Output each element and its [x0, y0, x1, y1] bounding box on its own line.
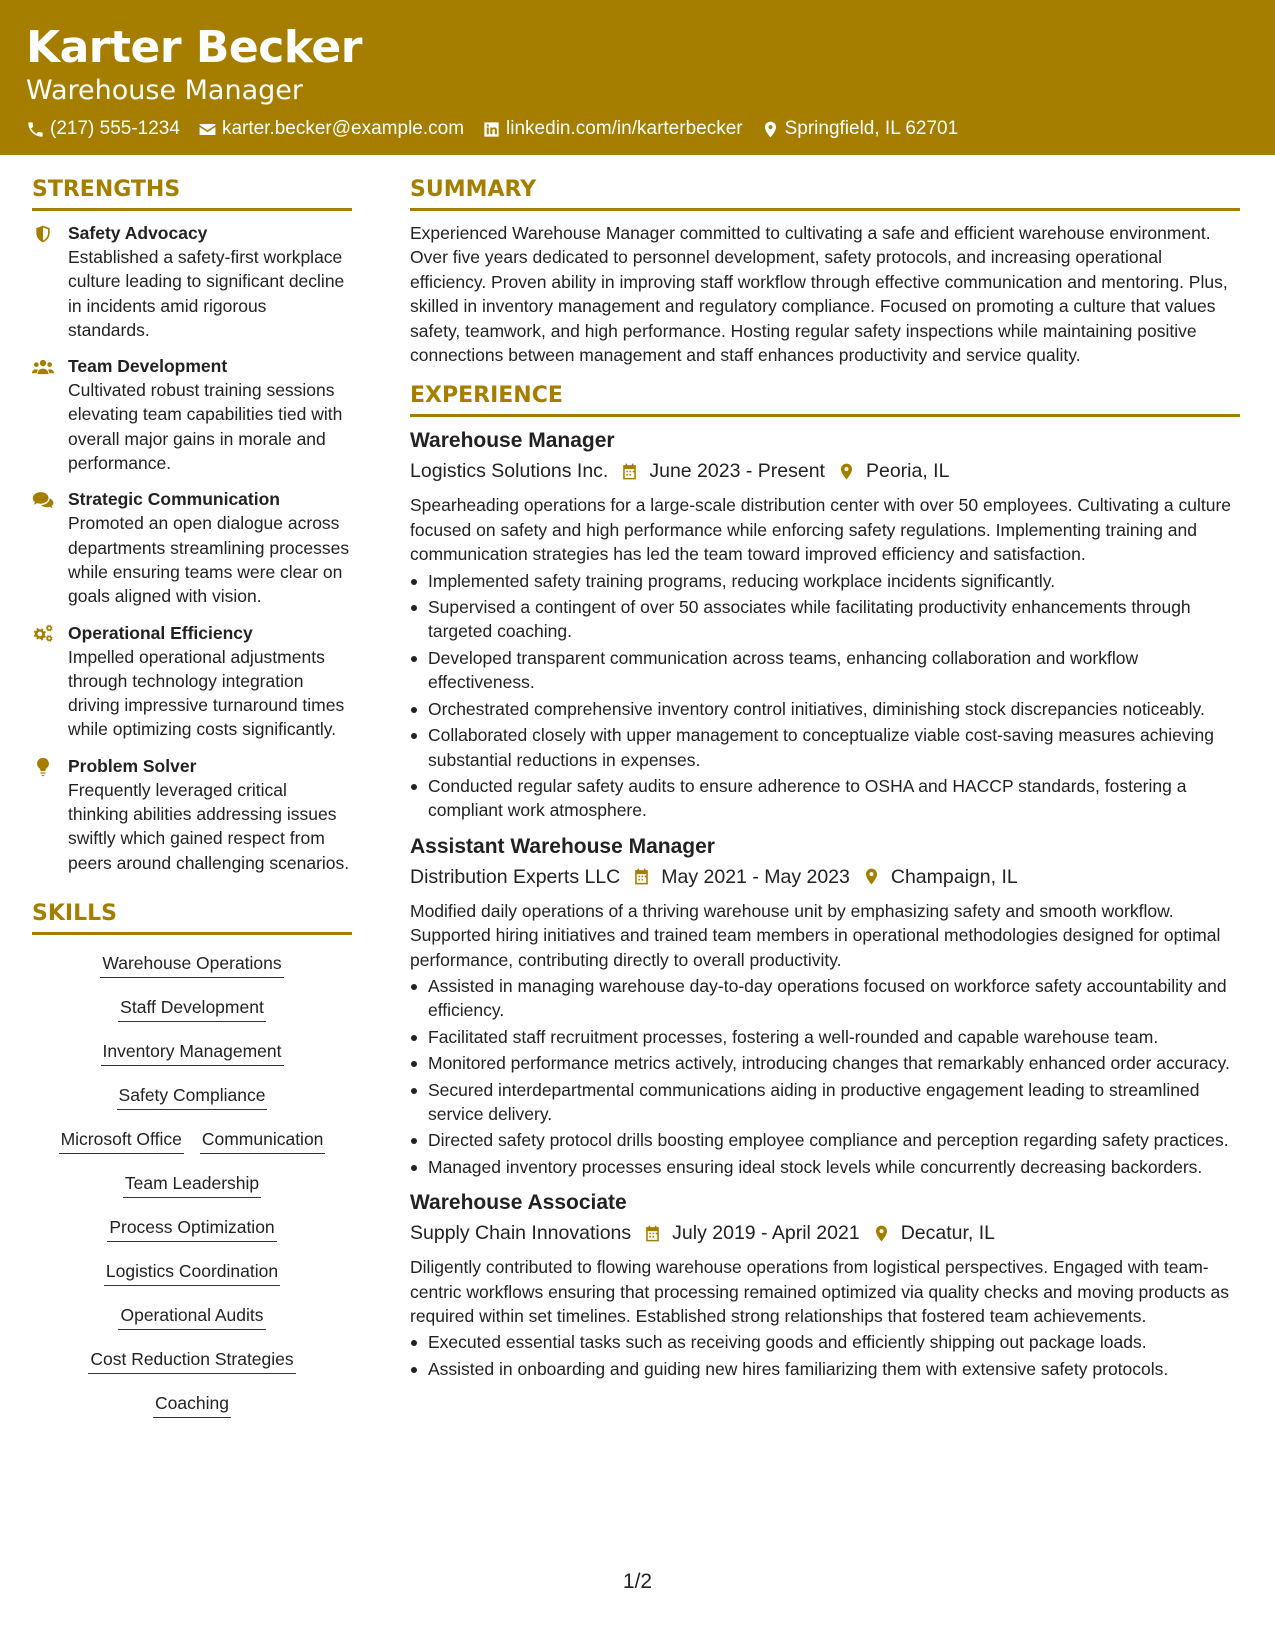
skill-tag: Warehouse Operations	[100, 951, 283, 978]
skill-tag: Logistics Coordination	[104, 1259, 280, 1286]
job-bullet: Facilitated staff recruitment processes, fostering a well-rounded and capable warehouse team.	[410, 1025, 1240, 1049]
strength-description: Cultivated robust training sessions elevating team capabilities tied with overall major gains in morale and performance.	[68, 380, 343, 474]
job-dates: May 2021 - May 2023	[661, 865, 850, 888]
job-bullet: Collaborated closely with upper management to conceptualize viable cost-saving measures achieving substantial reductions in expenses.	[410, 723, 1240, 772]
calendar-icon	[620, 462, 639, 481]
contact-phone[interactable]	[26, 118, 180, 140]
job-bullet: Monitored performance metrics actively, introducing changes that remarkably enhanced order accuracy.	[410, 1051, 1240, 1075]
skill-tag: Cost Reduction Strategies	[88, 1347, 295, 1374]
skill-row	[32, 951, 352, 978]
resume-header	[0, 0, 1275, 155]
strength-item	[32, 487, 352, 608]
strength-name: Operational Efficiency	[68, 622, 253, 643]
job-bullet: Managed inventory processes ensuring ideal stock levels while concurrently decreasing backorders.	[410, 1155, 1240, 1179]
job-location: Champaign, IL	[890, 865, 1018, 888]
job-bullet: Developed transparent communication across teams, enhancing collaboration and workflow effectiveness.	[410, 646, 1240, 695]
job-entry	[410, 1189, 1240, 1381]
strength-name: Safety Advocacy	[68, 223, 208, 243]
skill-row	[32, 1215, 352, 1242]
strength-description: Impelled operational adjustments through technology integration driving impressive turnaround times while optimizing costs significantly.	[68, 646, 345, 740]
job-title: Assistant Warehouse Manager	[410, 834, 715, 858]
experience-list	[410, 427, 1240, 1381]
skill-tag: Team Leadership	[123, 1171, 261, 1198]
candidate-name: Karter Becker	[26, 22, 362, 73]
contact-bar	[26, 118, 1249, 140]
skills-section	[32, 901, 352, 1418]
job-bullet: Assisted in managing warehouse day-to-day operations focused on workforce safety accountability and efficiency.	[410, 974, 1240, 1023]
summary-heading: SUMMARY	[410, 177, 1240, 211]
strength-name: Team Development	[68, 356, 228, 377]
job-meta	[410, 457, 1240, 485]
users-icon	[32, 354, 56, 475]
job-bullets	[410, 569, 1240, 823]
page-number: 1/2	[622, 1570, 653, 1593]
job-description: Diligently contributed to flowing warehouse operations from logistical perspectives. Engaged with team-centric workflows ensuring that processing remained optimized via quality checks and moving products as required within set timelines. Established strong relationships that fostered team achievements.	[410, 1257, 1230, 1326]
job-bullets	[410, 974, 1240, 1179]
strength-body	[68, 754, 352, 875]
strength-item	[32, 354, 352, 475]
job-location: Peoria, IL	[865, 460, 950, 483]
lightbulb-icon	[32, 754, 56, 875]
job-meta	[410, 863, 1240, 891]
job-bullet: Executed essential tasks such as receiving goods and efficiently shipping out package loads.	[410, 1330, 1240, 1354]
job-bullet: Supervised a contingent of over 50 associates while facilitating productivity enhancements through targeted coaching.	[410, 595, 1240, 644]
experience-heading: EXPERIENCE	[410, 383, 1240, 417]
strength-body	[68, 621, 352, 742]
job-company: Distribution Experts LLC	[410, 865, 621, 888]
strength-description: Frequently leveraged critical thinking abilities addressing issues swiftly which gained respect from peers around challenging scenarios.	[68, 779, 350, 873]
skill-row	[32, 1303, 352, 1330]
job-entry	[410, 833, 1240, 1179]
job-dates: June 2023 - Present	[649, 460, 825, 483]
skill-tag: Microsoft Office	[59, 1127, 184, 1154]
skill-row	[32, 1083, 352, 1110]
summary-text: Experienced Warehouse Manager committed to cultivating a safe and efficient warehouse environment. Over five years dedicated to personnel development, safety protocols, and increasing operational efficiency. Proven ability in improving staff workflow through effective communication and mentoring. Plus, skilled in inventory management and regulatory compliance. Focused on promoting a culture that values safety, teamwork, and high performance. Hosting regular safety inspections while maintaining positive connections between management and staff enhances productivity and service quality.	[410, 223, 1228, 366]
skills-heading: SKILLS	[32, 901, 352, 935]
job-company: Logistics Solutions Inc.	[410, 460, 609, 483]
map-marker-icon	[761, 120, 780, 139]
right-column	[410, 177, 1240, 1435]
skill-row	[32, 995, 352, 1022]
map-marker-icon	[862, 867, 881, 886]
skill-tag: Staff Development	[118, 995, 266, 1022]
skill-tag: Operational Audits	[118, 1303, 265, 1330]
strengths-list	[32, 221, 352, 875]
strength-body	[68, 221, 352, 342]
job-bullet: Directed safety protocol drills boosting employee compliance and perception regarding safety practices.	[410, 1128, 1240, 1152]
resume-body	[0, 155, 1275, 1435]
job-location: Decatur, IL	[900, 1222, 996, 1245]
strength-body	[68, 354, 352, 475]
strength-item	[32, 621, 352, 742]
calendar-icon	[632, 867, 651, 886]
phone-text: (217) 555-1234	[50, 118, 180, 139]
job-title: Warehouse Associate	[410, 1191, 627, 1215]
map-marker-icon	[872, 1224, 891, 1243]
skills-list	[32, 945, 352, 1418]
skill-tag: Inventory Management	[101, 1039, 284, 1066]
strength-name: Strategic Communication	[68, 489, 280, 510]
job-description: Modified daily operations of a thriving warehouse unit by emphasizing safety and smooth workflow. Supported hiring initiatives and trained team members in operational methodologies designed for optimal performance, contributing directly to overall productivity.	[410, 900, 1221, 970]
job-bullets	[410, 1330, 1240, 1381]
job-company: Supply Chain Innovations	[410, 1222, 632, 1245]
strength-body	[68, 487, 352, 608]
location-text: Springfield, IL 62701	[784, 118, 959, 139]
left-column	[32, 177, 352, 1435]
job-bullet: Secured interdepartmental communications aiding in productive engagement leading to streamlined service delivery.	[410, 1078, 1240, 1127]
linkedin-icon	[482, 120, 501, 139]
linkedin-text: linkedin.com/in/karterbecker	[506, 118, 743, 139]
strengths-heading: STRENGTHS	[32, 177, 352, 211]
envelope-icon	[198, 120, 217, 139]
contact-email[interactable]	[198, 118, 464, 140]
skill-tag: Communication	[200, 1127, 326, 1154]
strength-name: Problem Solver	[68, 755, 197, 776]
skill-row	[32, 1039, 352, 1066]
candidate-title: Warehouse Manager	[26, 75, 303, 106]
strength-item	[32, 754, 352, 875]
contact-linkedin[interactable]	[482, 118, 743, 140]
phone-icon	[26, 120, 45, 139]
job-entry	[410, 427, 1240, 822]
job-meta	[410, 1219, 1240, 1247]
strength-item	[32, 221, 352, 342]
contact-location	[761, 118, 959, 140]
skill-tag: Coaching	[153, 1391, 231, 1418]
map-marker-icon	[837, 462, 856, 481]
job-bullet: Orchestrated comprehensive inventory control initiatives, diminishing stock discrepancies noticeably.	[410, 697, 1240, 721]
shield-icon	[32, 221, 56, 342]
skill-row	[32, 1171, 352, 1198]
skill-row	[32, 1127, 352, 1154]
skill-tag: Process Optimization	[107, 1215, 276, 1242]
skill-tag: Safety Compliance	[117, 1083, 268, 1110]
strength-description: Established a safety-first workplace culture leading to significant decline in incidents amid rigorous standards.	[68, 247, 345, 340]
skill-row	[32, 1347, 352, 1374]
job-dates: July 2019 - April 2021	[672, 1222, 860, 1245]
comments-icon	[32, 487, 56, 608]
cogs-icon	[32, 621, 56, 742]
email-text: karter.becker@example.com	[221, 118, 465, 139]
strength-description: Promoted an open dialogue across departments streamlining processes while ensuring teams were clear on goals aligned with vision.	[68, 513, 350, 607]
job-title: Warehouse Manager	[410, 429, 615, 453]
skill-row	[32, 1391, 352, 1418]
job-bullet: Implemented safety training programs, reducing workplace incidents significantly.	[410, 569, 1240, 593]
job-description: Spearheading operations for a large-scale distribution center with over 50 employees. Cultivating a culture focused on safety and high performance while enforcing safety regulations. Implementing training and communication strategies has led the team toward improved efficiency and satisfaction.	[410, 495, 1232, 565]
skill-row	[32, 1259, 352, 1286]
job-bullet: Conducted regular safety audits to ensure adherence to OSHA and HACCP standards, fostering a compliant work atmosphere.	[410, 774, 1240, 823]
calendar-icon	[643, 1224, 662, 1243]
job-bullet: Assisted in onboarding and guiding new hires familiarizing them with extensive safety protocols.	[410, 1357, 1240, 1381]
